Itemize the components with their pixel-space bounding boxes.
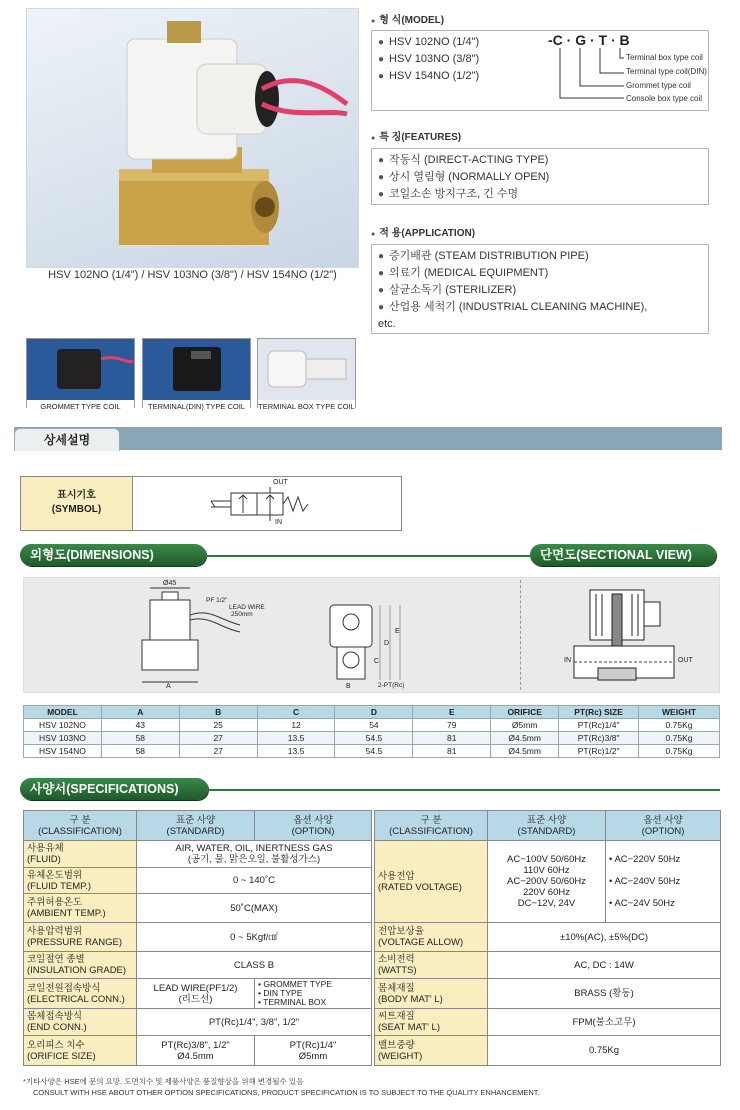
cell: Ø4.5mm xyxy=(491,745,559,758)
dimensions-title: 외형도(DIMENSIONS) xyxy=(20,544,206,566)
label-voltage: 사용전압 (RATED VOLTAGE) xyxy=(375,841,488,923)
label-pressure: 사용압력범위 (PRESSURE RANGE) xyxy=(24,923,137,952)
value-orifice-opt: PT(Rc)1/4" Ø5mm xyxy=(255,1036,372,1066)
value-voltage-std: AC−100V 50/60Hz 110V 60Hz AC−200V 50/60Hz 220V 60Hz DC−12V, 24V xyxy=(488,841,606,923)
cell: 58 xyxy=(101,732,179,745)
col-header: PT(Rc) SIZE xyxy=(559,706,639,719)
cell: 54.5 xyxy=(335,732,413,745)
thumb-label: GROMMET TYPE COIL xyxy=(27,400,134,413)
cell: 81 xyxy=(413,745,491,758)
col-header: C xyxy=(257,706,335,719)
cell: 43 xyxy=(101,719,179,732)
code-label: Terminal box type coil xyxy=(626,53,703,62)
cell: 0.75Kg xyxy=(639,719,720,732)
application-item: ● 의료기 (MEDICAL EQUIPMENT) xyxy=(378,265,702,282)
dim-pf: PF 1/2" xyxy=(206,597,228,604)
symbol-in: IN xyxy=(275,519,282,526)
value-voltage-opt: • AC−220V 50Hz • AC−240V 50Hz • AC−24V 50Hz xyxy=(606,841,721,923)
cell: 0.75Kg xyxy=(639,732,720,745)
value-watts: AC, DC : 14W xyxy=(488,952,721,979)
dimension-table xyxy=(23,705,720,758)
cell: 54.5 xyxy=(335,745,413,758)
cell: HSV 154NO xyxy=(24,745,102,758)
product-caption: HSV 102NO (1/4") / HSV 103NO (3/8") / HSV 154NO (1/2") xyxy=(48,269,337,281)
value-ambient: 50˚C(MAX) xyxy=(137,894,372,923)
feature-item: ● 상시 열림형 (NORMALLY OPEN) xyxy=(378,169,702,186)
application-title: ● 적 용(APPLICATION) xyxy=(371,224,475,239)
value-orifice-std: PT(Rc)3/8", 1/2" Ø4.5mm xyxy=(137,1036,255,1066)
table-row xyxy=(24,719,720,732)
product-photo xyxy=(26,8,359,268)
sectional-out: OUT xyxy=(678,657,693,664)
dimension-table-header xyxy=(24,706,720,719)
label-voltage-allow: 전압보상율 (VOLTAGE ALLOW) xyxy=(375,923,488,952)
h-opt-2: 옵션 사양 (OPTION) xyxy=(606,811,721,841)
symbol-label xyxy=(21,477,133,530)
value-electrical-opt: • GROMMET TYPE • DIN TYPE • TERMINAL BOX xyxy=(255,979,372,1009)
cell: 27 xyxy=(179,745,257,758)
thumb-label: TERMINAL(DIN) TYPE COIL xyxy=(143,400,250,413)
sectional-title: 단면도(SECTIONAL VIEW) xyxy=(530,544,716,566)
value-electrical-std: LEAD WIRE(PF1/2) (리드선) xyxy=(137,979,255,1009)
spec-row-orifice xyxy=(24,1036,721,1066)
table-row xyxy=(24,745,720,758)
cell: 12 xyxy=(257,719,335,732)
drawing-divider xyxy=(520,580,521,690)
h-std: 표준 사양 (STANDARD) xyxy=(137,811,255,841)
h-class-2: 구 분 (CLASSIFICATION) xyxy=(375,811,488,841)
spec-header-row xyxy=(24,811,721,841)
h-opt: 옵션 사양 (OPTION) xyxy=(255,811,372,841)
spec-title: 사양서(SPECIFICATIONS) xyxy=(20,778,208,800)
dim-d45: Ø45 xyxy=(163,580,177,587)
symbol-label-en: (SYMBOL) xyxy=(51,504,102,515)
thumb-terminal-box xyxy=(257,338,356,411)
label-end: 몸체접속방식 (END CONN.) xyxy=(24,1009,137,1036)
spec-row-electrical xyxy=(24,979,721,1009)
code-label: Terminal type coil(DIN) xyxy=(626,67,707,76)
h-class: 구 분 (CLASSIFICATION) xyxy=(24,811,137,841)
dim-c: C xyxy=(374,658,380,665)
application-item: ● 산업용 세척기 (INDUSTRIAL CLEANING MACHINE), xyxy=(378,299,702,316)
label-weight: 밸브중량 (WEIGHT) xyxy=(375,1036,488,1066)
value-seat: FPM(불소고무) xyxy=(488,1009,721,1036)
dim-d: D xyxy=(384,640,390,647)
label-insulation: 코일절연 종별 (INSULATION GRADE) xyxy=(24,952,137,979)
cell: 13.5 xyxy=(257,732,335,745)
dimensions-rule xyxy=(206,555,530,557)
label-watts: 소비전력 (WATTS) xyxy=(375,952,488,979)
label-seat: 씨트재질 (SEAT MAT' L) xyxy=(375,1009,488,1036)
detail-tab[interactable]: 상세설명 xyxy=(14,428,120,451)
cell: 79 xyxy=(413,719,491,732)
cell: Ø5mm xyxy=(491,719,559,732)
thumb-grommet xyxy=(26,338,135,411)
dim-pt: 2-PT(Rc) xyxy=(378,682,405,689)
feature-item: ● 작동식 (DIRECT-ACTING TYPE) xyxy=(378,152,702,169)
footnote-ko: *기타사양은 HSE에 문의 요망. 도면치수 및 제품사양은 품질향상을 위해 변경될수 있음 xyxy=(23,1077,304,1086)
label-ambient: 주위허용온도 (AMBIENT TEMP.) xyxy=(24,894,137,923)
model-code-lines xyxy=(550,46,630,106)
code-label: Grommet type coil xyxy=(626,81,691,90)
cell: HSV 102NO xyxy=(24,719,102,732)
spec-row-end xyxy=(24,1009,721,1036)
col-header: A xyxy=(101,706,179,719)
dimension-drawing-side xyxy=(325,600,415,690)
features-title: ● 특 징(FEATURES) xyxy=(371,128,461,143)
application-box xyxy=(371,244,709,334)
model-title: ● 형 식(MODEL) xyxy=(371,11,444,26)
table-row xyxy=(24,732,720,745)
model-code: -C · G · T · B xyxy=(548,32,630,48)
cell: 0.75Kg xyxy=(639,745,720,758)
symbol-out: OUT xyxy=(273,479,288,486)
dim-lead-len: 250mm xyxy=(231,611,253,618)
spec-table xyxy=(23,810,721,1066)
value-body: BRASS (황동) xyxy=(488,979,721,1009)
sectional-in: IN xyxy=(564,657,571,664)
dim-lead: LEAD WIRE xyxy=(229,604,265,611)
cell: 54 xyxy=(335,719,413,732)
value-pressure: 0 ~ 5Kgf/㎠ xyxy=(137,923,372,952)
label-fluid: 사용유체 (FLUID) xyxy=(24,841,137,868)
symbol-box xyxy=(20,476,402,531)
footnote xyxy=(23,1076,540,1098)
spec-row-fluid xyxy=(24,841,721,868)
features-box xyxy=(371,148,709,205)
thumb-din xyxy=(142,338,251,411)
spec-rule xyxy=(208,789,720,791)
cell: 81 xyxy=(413,732,491,745)
spec-row-insulation xyxy=(24,952,721,979)
label-body: 몸체재질 (BODY MAT' L) xyxy=(375,979,488,1009)
symbol-drawing xyxy=(133,477,401,530)
cell: Ø4.5mm xyxy=(491,732,559,745)
dim-e: E xyxy=(395,628,400,635)
cell: 13.5 xyxy=(257,745,335,758)
col-header: D xyxy=(335,706,413,719)
dim-a: A xyxy=(166,683,171,690)
feature-item: ● 코일소손 방지구조, 긴 수명 xyxy=(378,186,702,203)
sectional-drawing xyxy=(568,580,688,690)
dim-b: B xyxy=(346,683,351,690)
cell: 25 xyxy=(179,719,257,732)
model-item: ● HSV 103NO (3/8") xyxy=(378,51,702,68)
col-header: MODEL xyxy=(24,706,102,719)
cell: PT(Rc)1/4" xyxy=(559,719,639,732)
col-header: ORIFICE xyxy=(491,706,559,719)
model-item: ● HSV 102NO (1/4") xyxy=(378,34,702,51)
label-fluid-temp: 유체온도범위 (FLUID TEMP.) xyxy=(24,868,137,894)
col-header: E xyxy=(413,706,491,719)
cell: HSV 103NO xyxy=(24,732,102,745)
symbol-label-ko: 표시기호 xyxy=(57,490,96,501)
value-weight: 0.75Kg xyxy=(488,1036,721,1066)
value-end: PT(Rc)1/4", 3/8", 1/2" xyxy=(137,1009,372,1036)
detail-bar xyxy=(14,427,722,450)
value-fluid-temp: 0 ~ 140˚C xyxy=(137,868,372,894)
cell: 58 xyxy=(101,745,179,758)
value-insulation: CLASS B xyxy=(137,952,372,979)
spec-row-pressure xyxy=(24,923,721,952)
col-header: WEIGHT xyxy=(639,706,720,719)
cell: 27 xyxy=(179,732,257,745)
model-item: ● HSV 154NO (1/2") xyxy=(378,68,702,85)
thumb-label: TERMINAL BOX TYPE COIL xyxy=(258,402,355,411)
col-header: B xyxy=(179,706,257,719)
value-voltage-allow: ±10%(AC), ±5%(DC) xyxy=(488,923,721,952)
application-item: ● 증기배관 (STEAM DISTRIBUTION PIPE) xyxy=(378,248,702,265)
value-fluid: AIR, WATER, OIL, INERTNESS GAS (공기, 물, 맑은오일, 불활성가스) xyxy=(137,841,372,868)
label-orifice: 오리피스 치수 (ORIFICE SIZE) xyxy=(24,1036,137,1066)
label-electrical: 코일전원접속방식 (ELECTRICAL CONN.) xyxy=(24,979,137,1009)
cell: PT(Rc)3/8" xyxy=(559,732,639,745)
cell: PT(Rc)1/2" xyxy=(559,745,639,758)
application-tail: etc. xyxy=(378,318,396,330)
application-item: ● 살균소독기 (STERILIZER) xyxy=(378,282,702,299)
h-std-2: 표준 사양 (STANDARD) xyxy=(488,811,606,841)
footnote-en: CONSULT WITH HSE ABOUT OTHER OPTION SPECIFICATIONS, PRODUCT SPECIFICATION IS TO SUBJECT TO THE QUALITY ENHANCEMENT. xyxy=(33,1088,540,1097)
code-label: Console box type coil xyxy=(626,94,703,103)
